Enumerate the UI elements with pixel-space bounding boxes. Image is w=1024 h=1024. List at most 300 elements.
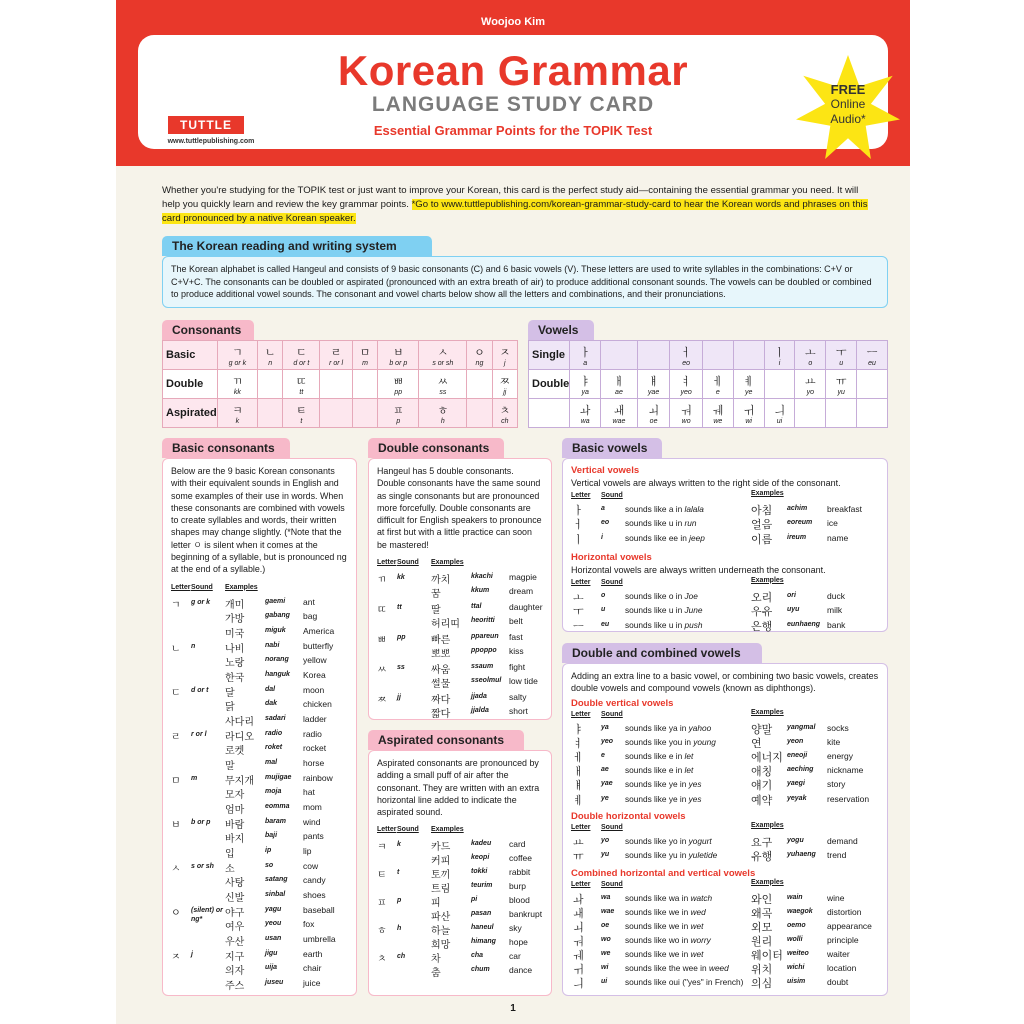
example-meaning: magpie	[509, 572, 537, 583]
table-cell	[467, 341, 492, 370]
example-word: 말	[225, 760, 235, 772]
example-word: 우유	[751, 606, 773, 619]
example-romanization: kadeu	[471, 840, 492, 848]
example-word: 싸움	[431, 665, 451, 677]
example-word: 라디오	[225, 731, 254, 743]
vowel-sound: ae	[601, 766, 609, 774]
row-label: Aspirated	[163, 399, 218, 428]
vowel-sound: yae	[601, 780, 613, 788]
table-cell	[637, 370, 670, 399]
sound-description	[625, 794, 702, 804]
example-word: 야구	[225, 907, 245, 919]
page-number: 1	[510, 1003, 516, 1014]
example-romanization: baram	[265, 817, 287, 825]
example-word: 트림	[431, 883, 451, 895]
sound-description	[625, 504, 704, 514]
example-word: 의자	[225, 966, 245, 978]
col-sound: Sound	[191, 583, 213, 591]
sound-like-word: yogurt	[688, 835, 712, 846]
example-meaning: ladder	[303, 713, 327, 724]
vowel-letter: ㅝ	[573, 936, 584, 949]
letter-group	[369, 866, 551, 894]
sound-description	[625, 605, 703, 615]
example-word: 얘기	[751, 780, 773, 793]
table-cell	[378, 341, 419, 370]
example-meaning: story	[827, 779, 846, 790]
example-meaning: daughter	[509, 602, 543, 613]
example-romanization: yeon	[787, 738, 804, 746]
table-cell	[857, 341, 888, 370]
table-cell	[378, 399, 419, 428]
sound-like-text: sounds like we in	[625, 906, 691, 917]
sound-description	[625, 893, 712, 903]
sound-description	[625, 518, 697, 528]
col-examples: Examples	[751, 576, 784, 584]
hangeul-letter: ㅐ	[613, 375, 625, 388]
consonant-sound: t	[397, 869, 400, 877]
romanization: d or t	[293, 359, 310, 367]
example-word: 지구	[225, 951, 245, 963]
example-word: 에너지	[751, 752, 783, 765]
example-word: 미국	[225, 628, 245, 640]
letter-group	[163, 684, 356, 728]
example-word: 로켓	[225, 746, 245, 758]
letter-group	[369, 691, 551, 721]
example-word: 빠른	[431, 635, 451, 647]
example-romanization: gabang	[265, 612, 290, 620]
example-romanization: keopi	[471, 853, 490, 861]
example-meaning: mom	[303, 801, 322, 812]
consonant-letter: ㄸ	[377, 605, 387, 617]
example-meaning: distortion	[827, 906, 862, 917]
example-romanization: juseu	[265, 978, 284, 986]
vowel-row	[563, 963, 889, 977]
table-cell	[467, 370, 492, 399]
example-romanization: heoritti	[471, 616, 495, 624]
example-romanization: baji	[265, 832, 278, 840]
col-examples: Examples	[751, 490, 784, 497]
consonant-letter: ㅆ	[377, 665, 387, 677]
example-meaning: dance	[509, 964, 533, 975]
sound-description	[625, 935, 711, 945]
hangeul-letter: ㅁ	[359, 346, 371, 359]
example-meaning: moon	[303, 684, 325, 695]
consonant-sound: tt	[397, 604, 402, 612]
example-romanization: wain	[787, 893, 803, 901]
vowel-row	[563, 921, 889, 935]
table-cell	[217, 341, 257, 370]
example-word: 무지개	[225, 775, 254, 787]
example-meaning: fox	[303, 919, 315, 930]
consonant-sound: ch	[397, 953, 406, 961]
consonant-sound: p	[397, 897, 402, 905]
double-consonants-box	[368, 458, 552, 720]
example-word: 딸	[431, 605, 441, 617]
example-meaning: socks	[827, 723, 849, 733]
column-headers	[163, 584, 356, 596]
row-label: Double	[163, 370, 218, 399]
romanization: e	[715, 388, 720, 396]
basic-consonants-list	[163, 584, 356, 992]
table-cell	[492, 399, 517, 428]
vowel-sound: a	[601, 505, 605, 512]
consonant-sound: b or p	[191, 818, 211, 826]
example-romanization: mal	[265, 758, 278, 766]
table-cell	[492, 341, 517, 370]
table-cell	[702, 399, 733, 428]
table-cell	[320, 341, 353, 370]
vowel-row	[563, 620, 889, 634]
example-romanization: jigu	[265, 949, 278, 957]
example-word: 얼음	[751, 519, 773, 532]
sound-description	[625, 963, 729, 973]
sound-like-text: sounds like ye in	[625, 793, 689, 804]
example-romanization: nabi	[265, 641, 280, 649]
sound-like-word: wed	[690, 906, 706, 917]
romanization: we	[713, 417, 723, 425]
vowel-row	[563, 779, 889, 793]
example-meaning: rocket	[303, 743, 327, 754]
table-cell	[467, 399, 492, 428]
hangeul-letter: ㅟ	[743, 404, 754, 417]
table-cell	[320, 370, 353, 399]
vowel-sound: wae	[601, 907, 615, 915]
hangeul-letter: ㄴ	[264, 346, 276, 359]
example-romanization: tokki	[471, 868, 488, 876]
vowel-letter: ㅏ	[573, 505, 584, 517]
consonant-letter: ㄱ	[171, 599, 181, 611]
example-word: 양말	[751, 724, 773, 736]
example-word: 주스	[225, 980, 245, 992]
hangeul-letter: ㅇ	[474, 346, 485, 359]
example-meaning: belt	[509, 615, 523, 626]
letter-group	[369, 601, 551, 631]
vowel-letter: ㅓ	[573, 519, 584, 532]
table-row	[163, 341, 518, 370]
vowel-sound: i	[601, 533, 603, 541]
vowel-sound: we	[601, 950, 611, 958]
hangeul-letter: ㅒ	[648, 375, 659, 388]
example-word: 요구	[751, 836, 773, 849]
example-word: 파산	[431, 911, 451, 923]
example-meaning: baseball	[303, 904, 335, 915]
consonant-letter: ㄲ	[377, 575, 387, 587]
example-romanization: roket	[265, 744, 283, 752]
example-meaning: wine	[827, 892, 845, 903]
sound-like-text: sounds like o in	[625, 590, 685, 601]
example-romanization: jjalda	[471, 706, 489, 714]
example-meaning: juice	[303, 977, 321, 988]
example-meaning: America	[303, 625, 335, 636]
romanization: k	[235, 417, 240, 425]
romanization: a	[583, 359, 588, 367]
sound-like-text: sounds like yo in	[625, 835, 689, 846]
table-cell	[258, 341, 283, 370]
romanization: n	[268, 359, 273, 367]
example-romanization: kkum	[471, 586, 490, 594]
example-word: 토끼	[431, 870, 451, 882]
example-meaning: coffee	[509, 852, 533, 863]
example-word: 피	[431, 898, 441, 910]
vowel-letter: ㅖ	[573, 794, 584, 807]
example-word: 바람	[225, 819, 245, 831]
table-cell	[258, 370, 283, 399]
table-cell	[637, 399, 670, 428]
sound-description	[625, 836, 712, 846]
example-romanization: eunhaeng	[787, 620, 821, 628]
example-word: 짧다	[431, 708, 451, 720]
vowel-sound: o	[601, 591, 606, 599]
romanization: ae	[615, 388, 623, 396]
sound-like-text: sounds like ya in	[625, 723, 689, 733]
vowel-letter: ㅕ	[573, 738, 584, 751]
header-bar	[116, 0, 910, 166]
sound-like-word: yes	[688, 793, 702, 804]
example-word: 왜곡	[751, 907, 773, 920]
table-cell	[670, 399, 703, 428]
example-romanization: ip	[265, 846, 272, 854]
sound-like-text: sounds like e in	[625, 751, 685, 762]
example-romanization: mujigae	[265, 773, 292, 781]
romanization: wa	[580, 417, 590, 425]
sound-description	[625, 850, 717, 860]
hangeul-letter: ㄸ	[296, 375, 307, 388]
example-meaning: ice	[827, 518, 838, 529]
consonant-letter: ㅊ	[377, 954, 387, 966]
romanization: t	[300, 417, 303, 425]
example-meaning: butterfly	[303, 640, 334, 651]
table-cell	[764, 370, 795, 399]
sound-like-text: sounds like e in	[625, 765, 685, 776]
sound-like-word: let	[684, 765, 694, 776]
row-label: Double	[529, 370, 570, 399]
example-meaning: hope	[509, 936, 528, 947]
example-meaning: doubt	[827, 977, 849, 988]
example-word: 사다리	[225, 716, 254, 728]
example-meaning: fight	[509, 662, 526, 673]
sound-like-text: sounds like wo in	[625, 935, 691, 946]
author: Woojoo Kim	[481, 16, 545, 28]
double-consonants-heading: Double consonants	[368, 438, 504, 458]
hangeul-letter: ㅌ	[296, 404, 307, 417]
col-sound: Sound	[601, 578, 623, 586]
sound-like-text: sounds like we in	[625, 949, 691, 960]
vowel-row	[563, 794, 889, 808]
example-word: 하늘	[431, 926, 451, 938]
vowel-row	[563, 935, 889, 949]
example-word: 카드	[431, 842, 451, 854]
consonant-letter: ㅎ	[377, 926, 387, 938]
consonant-letter: ㄴ	[171, 643, 181, 655]
example-meaning: Korea	[303, 669, 326, 680]
vowel-subheading: Combined horizontal and vertical vowels	[571, 867, 756, 879]
hangeul-letter: ㄷ	[296, 346, 307, 359]
table-cell	[217, 370, 257, 399]
table-cell	[352, 341, 377, 370]
consonant-letter: ㅁ	[171, 775, 181, 787]
basic-consonants-box	[162, 458, 357, 996]
example-meaning: radio	[303, 728, 322, 739]
letter-group	[163, 728, 356, 772]
example-romanization: wichi	[787, 964, 805, 972]
col-examples: Examples	[431, 559, 464, 567]
hangeul-letter: ㅂ	[392, 346, 404, 359]
vowel-row	[563, 893, 889, 907]
consonant-sound: kk	[397, 574, 405, 582]
example-word: 우산	[225, 936, 245, 948]
intro-text: Whether you're studying for the TOPIK test or just want to improve your Korean, this card is the perfect study aid—containing the essential grammar you need. It will help you quickly learn and review the key grammar points.	[162, 185, 859, 210]
hangeul-letter: ㅗ	[805, 346, 816, 359]
example-meaning: wind	[303, 816, 321, 827]
romanization: jj	[503, 388, 507, 396]
sound-description	[625, 977, 743, 987]
example-word: 달	[225, 687, 235, 699]
col-sound: Sound	[601, 492, 623, 499]
example-romanization: sadari	[265, 714, 286, 722]
basic-vowels-content	[563, 459, 887, 633]
sound-description	[625, 533, 705, 543]
col-letter: Letter	[571, 880, 591, 888]
letter-group	[369, 894, 551, 922]
consonants-heading: Consonants	[162, 320, 254, 340]
table-cell	[601, 399, 638, 428]
vowel-row	[563, 533, 889, 547]
vowel-description: Horizontal vowels are always written underneath the consonant.	[571, 564, 826, 575]
table-cell	[764, 399, 795, 428]
vowel-row	[563, 518, 889, 532]
romanization: ui	[776, 417, 783, 425]
table-cell	[764, 341, 795, 370]
sound-like-word: wet	[690, 949, 704, 960]
romanization: eo	[682, 359, 691, 367]
example-word: 썰물	[431, 678, 451, 690]
hangeul-letter: ㅖ	[743, 375, 754, 388]
example-romanization: sseolmul	[471, 676, 502, 684]
example-word: 뽀뽀	[431, 648, 451, 660]
vowel-sound: ya	[601, 724, 609, 731]
hangeul-letter: ㅠ	[835, 375, 847, 388]
double-consonants-text: Hangeul has 5 double consonants. Double consonants have the same sound as single consonants but are pronounced more forcefully. Double consonants are difficult for English speakers to pronounce at first but with a little practice can soon be mastered!	[377, 466, 542, 550]
example-word: 개미	[225, 599, 245, 611]
sound-description	[625, 737, 716, 747]
table-cell	[826, 341, 857, 370]
sound-like-text: sounds like the wee in	[625, 963, 709, 974]
example-romanization: wolli	[787, 936, 803, 944]
letter-group	[163, 904, 356, 948]
romanization: ya	[581, 388, 589, 396]
table-cell	[702, 370, 733, 399]
sound-like-word: let	[684, 751, 694, 762]
romanization: ng	[475, 359, 484, 367]
hangeul-letter: ㅑ	[579, 375, 591, 388]
vowel-sound: yo	[601, 836, 610, 844]
example-meaning: yellow	[303, 655, 327, 666]
table-cell	[601, 370, 638, 399]
example-romanization: dak	[265, 700, 278, 708]
hangeul-letter: ㄲ	[232, 375, 243, 388]
sound-like-text: sounds like we in	[625, 921, 691, 931]
example-romanization: aeching	[787, 766, 814, 774]
table-cell	[283, 399, 320, 428]
example-romanization: ppareun	[471, 633, 499, 641]
consonant-sound: d or t	[191, 686, 209, 694]
consonant-sound: jj	[397, 694, 401, 702]
table-cell	[637, 341, 670, 370]
example-word: 의심	[751, 978, 773, 991]
example-word: 애칭	[751, 766, 773, 779]
example-meaning: principle	[827, 935, 859, 946]
basic-vowels-box	[562, 458, 888, 632]
romanization: ss	[439, 388, 447, 396]
example-word: 연	[751, 738, 762, 751]
vowel-sound: eu	[601, 620, 610, 628]
sound-like-text: sounds like oui ("yes" in French)	[625, 977, 744, 988]
consonant-letter: ㅇ	[171, 907, 181, 919]
example-word: 바지	[225, 834, 245, 846]
example-romanization: yogu	[787, 836, 804, 844]
vowel-subheading: Horizontal vowels	[571, 551, 652, 563]
example-meaning: waiter	[827, 949, 850, 960]
romanization: h	[440, 417, 445, 425]
consonant-sound: pp	[397, 634, 406, 642]
sound-like-word: June	[684, 605, 703, 616]
col-examples: Examples	[225, 583, 258, 591]
intro-highlight[interactable]: *Go to www.tuttlepublishing.com/korean-grammar-study-card to hear the Korean words and phrases on this card pronounced by a native Korean speaker.	[162, 199, 868, 224]
sound-like-text: sounds like ee in	[625, 532, 690, 543]
example-word: 엄마	[225, 804, 245, 816]
example-word: 소	[225, 863, 235, 875]
example-romanization: waegok	[787, 907, 813, 915]
example-word: 위치	[751, 964, 773, 977]
consonant-letter: ㅉ	[377, 695, 387, 707]
example-romanization: chum	[471, 965, 490, 973]
combined-vowels-box	[562, 663, 888, 996]
romanization: g or k	[228, 359, 247, 367]
example-word: 오리	[751, 591, 773, 604]
col-letter: Letter	[377, 559, 397, 567]
vowel-letter: ㅞ	[573, 950, 584, 963]
letter-group	[163, 816, 356, 860]
table-cell	[670, 370, 703, 399]
letter-group	[163, 596, 356, 640]
example-meaning: bank	[827, 619, 846, 630]
example-romanization: eoreum	[787, 519, 813, 527]
example-meaning: name	[827, 532, 849, 543]
row-label	[529, 399, 570, 428]
consonant-sound: j	[191, 950, 193, 958]
hangeul-letter: ㅔ	[712, 375, 724, 388]
consonant-letter: ㅂ	[171, 819, 181, 831]
vowel-letter: ㅡ	[573, 620, 584, 633]
example-meaning: short	[509, 705, 528, 716]
vowels-table	[528, 340, 888, 428]
hangeul-letter: ㅅ	[437, 346, 449, 359]
hangeul-letter: ㅃ	[392, 375, 404, 388]
publisher-url[interactable]: www.tuttlepublishing.com	[167, 138, 255, 145]
example-word: 사탕	[225, 878, 245, 890]
example-meaning: bag	[303, 611, 318, 622]
consonant-sound: ss	[397, 664, 405, 672]
sound-like-word: jeep	[689, 532, 705, 543]
vowel-row	[563, 591, 889, 605]
table-cell	[857, 370, 888, 399]
vowel-sound: wo	[601, 936, 611, 944]
double-consonants-list	[369, 559, 551, 721]
example-meaning: car	[509, 951, 521, 962]
basic-consonants-heading: Basic consonants	[162, 438, 290, 458]
vowel-row	[563, 977, 889, 991]
sound-description	[625, 620, 703, 630]
